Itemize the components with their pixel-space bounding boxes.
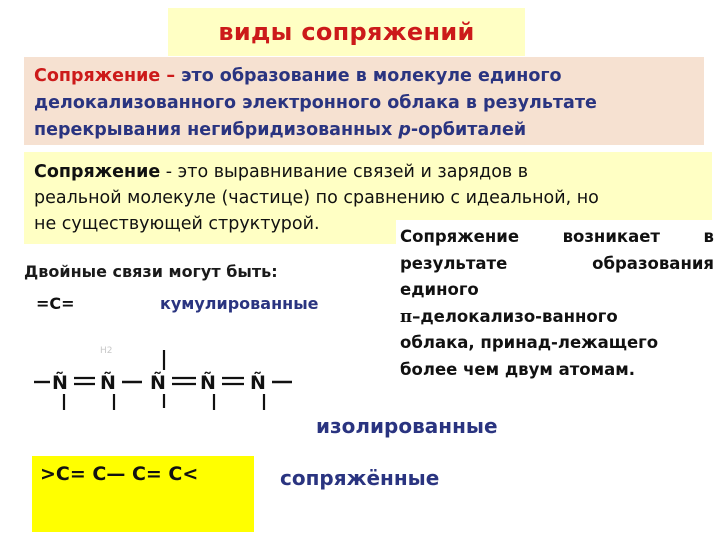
- note-line3: единого: [400, 280, 479, 299]
- isolated-label: изолированные: [316, 414, 498, 438]
- note-word: образования: [592, 253, 714, 273]
- isolated-bonds-chain: [24, 336, 324, 436]
- conjugated-formula: >C= C— C= C<: [40, 463, 199, 485]
- note-word: результате: [400, 253, 508, 273]
- chain-atom: Ñ: [52, 372, 68, 394]
- chain-atom: Ñ: [150, 372, 166, 394]
- definition2-term: Сопряжение: [34, 162, 161, 182]
- note-line6: более чем двум атомам.: [400, 359, 635, 379]
- chain-atom: Ñ: [100, 372, 116, 394]
- definition1-dash: –: [160, 66, 182, 86]
- p-orbital-letter: р: [398, 120, 411, 140]
- title-banner: [168, 8, 525, 56]
- note-word: в: [703, 227, 714, 246]
- definition1-text3a: перекрывания негибридизованных: [34, 120, 399, 140]
- chain-atom: Ñ: [250, 372, 266, 394]
- note-line4-text: –делокализо-ванного: [412, 306, 618, 326]
- page-title: виды сопряжений: [218, 18, 475, 46]
- definition1-line2: делокализованного электронного облака в результате: [34, 93, 597, 113]
- definition1-text1: это образование в молекуле единого: [181, 66, 562, 86]
- chain-atom: Ñ: [200, 372, 216, 394]
- cumulated-formula: =C=: [36, 294, 75, 313]
- definition1-term: Сопряжение: [34, 66, 161, 86]
- definition-delocalization: [24, 57, 704, 145]
- definition2-line2: реальной молекуле (частице) по сравнению с идеальной, но: [34, 188, 599, 208]
- pi-symbol: π: [400, 306, 413, 326]
- definition1-line1: [34, 63, 694, 90]
- note-line1: [400, 224, 714, 251]
- note-line4: [400, 304, 714, 331]
- note-line5: облака, принад-лежащего: [400, 333, 659, 352]
- definition2-line3: не существующей структурой.: [34, 214, 320, 234]
- note-line2: [400, 251, 714, 278]
- conjugation-note: [396, 220, 720, 404]
- note-word: Сопряжение: [400, 227, 520, 246]
- chain-faint-label: Н2: [100, 346, 113, 356]
- definition1-text3b: -орбиталей: [410, 120, 527, 140]
- definition2-line1: [34, 159, 702, 185]
- bonds-heading: Двойные связи могут быть:: [24, 262, 278, 281]
- cumulated-label: кумулированные: [160, 294, 319, 313]
- note-word: возникает: [562, 227, 660, 246]
- definition1-line3: [34, 117, 694, 144]
- definition2-text1: - это выравнивание связей и зарядов в: [160, 162, 529, 182]
- conjugated-label: сопряжённые: [280, 466, 440, 490]
